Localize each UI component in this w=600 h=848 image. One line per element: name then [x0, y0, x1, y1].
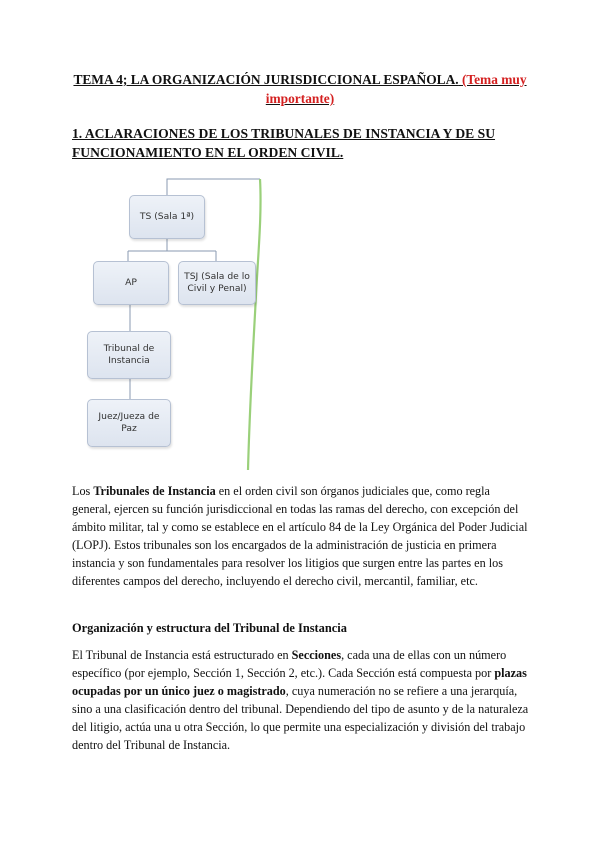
paragraph2-b2: plazas ocupadas por un único juez o magistrado — [72, 666, 527, 698]
chart-node-ap: AP — [93, 261, 169, 305]
paragraph1-post: en el orden civil son órganos judiciales que, como regla general, ejercen su función jurisdiccional en todas las ramas del derecho, con excepción del ámbito militar, tal y como se establece en el artículo 84 de la Ley Orgánica del Poder Judicial (LOPJ). Estos tribunales son los encargados de la administración de justicia en primera instancia y son fundamentales para resolver los litigios que surgen entre las partes en los diferentes campos del derecho, incluyendo el derecho civil, mercantil, familiar, etc. — [72, 484, 528, 588]
section-heading: 1. ACLARACIONES DE LOS TRIBUNALES DE INSTANCIA Y DE SU FUNCIONAMIENTO EN EL ORDEN CIVIL. — [72, 126, 496, 160]
chart-node-ts: TS (Sala 1ª) — [129, 195, 205, 239]
paragraph-tribunales — [72, 482, 530, 590]
paragraph2-b1: Secciones — [291, 648, 342, 662]
org-chart — [70, 175, 290, 470]
connector-top — [167, 179, 260, 195]
subheading-organizacion: Organización y estructura del Tribunal de Instancia — [72, 621, 347, 635]
paragraph2-t3: , cuya numeración no se refiere a una jerarquía, sino a una clasificación dentro del tribunal. Dependiendo del tipo de asunto y de la naturaleza del litigio, actúa una u otra Sección, lo que permite una especialización y división del trabajo dentro del Tribunal de Instancia. — [72, 684, 529, 752]
chart-node-tsj: TSJ (Sala de lo Civil y Penal) — [178, 261, 256, 305]
accent-line — [248, 179, 261, 470]
paragraph2-t1: El Tribunal de Instancia está estructurado en — [72, 648, 292, 662]
title-note: (Tema muy importante) — [265, 72, 527, 106]
paragraph2-t2: , cada una de ellas con un número específico (por ejemplo, Sección 1, Sección 2, etc.). Cada Sección está compuesta por — [72, 648, 507, 680]
connector-ts-children — [128, 239, 216, 261]
document-title — [60, 70, 540, 108]
paragraph-secciones — [72, 646, 530, 754]
title-main: TEMA 4; LA ORGANIZACIÓN JURISDICCIONAL ESPAÑOLA. — [73, 72, 459, 87]
chart-node-tribunal: Tribunal de Instancia — [87, 331, 171, 379]
paragraph1-pre: Los — [72, 484, 94, 498]
paragraph1-bold: Tribunales de Instancia — [93, 484, 216, 498]
chart-node-juez: Juez/Jueza de Paz — [87, 399, 171, 447]
